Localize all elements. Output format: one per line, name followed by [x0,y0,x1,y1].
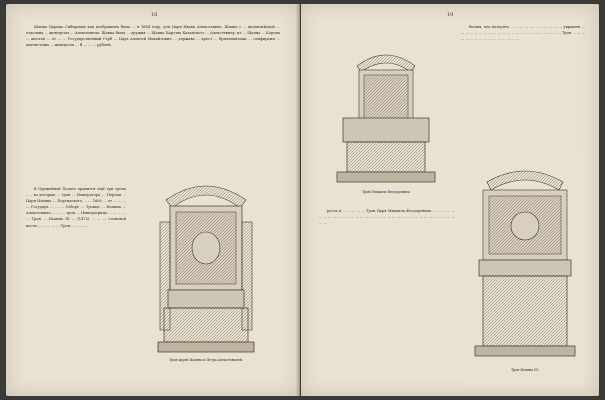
left-top-paragraph: Шапка Царица Сибирская как изображена была ... в 1684 году, для Царя Ивана Алексеевича. Шапка с ... византийской ... отделана ... жемчугом ... Алексеевича. Шапка была ... оружия ... Шапка Царства Казанского ... Алексеевичу, из ... Шапка ... Корона ... шестая ... от ... ... Государственный Герб ... Царь Алексей Михайлович ... держава ... крест ... бриллиантами ... сапфирами ... аметистами ... жемчугом ... В ... ... ... рублей. [26,25,280,48]
throne-caption-top-right: Трон Михаила Феодоровича [362,190,410,194]
throne-illustration-top-right [319,44,453,200]
left-side-paragraph: В Оружейной Палате хранится ещё три трона ... , из которых ... трон ... Императора ... Персии ... Царя Иоанна ... Персидского ... ... 1660 ... от ... ... ... ... Государь ... ... ... Соборе ... Троице ... Иоанна ... Алексеевича ... ... ... трон ... Императрица ... ... ... ... ... Трон ... Иоанна III ... (1472) ... ... ... слоновой кости ... ... ... ... ... Трон ... ... ... ... [26,187,126,228]
left-page [6,4,300,396]
left-top-text [26,24,280,184]
throne-illustration-left [140,164,272,376]
page-number: 19 [447,12,454,18]
right-bottom-text [319,208,455,380]
throne-caption-bottom-right: Трон Иоанна III. [511,368,539,372]
right-top-paragraph: белым, что потерять ... ... ... ... ... ... ... ... ... ... ... украшен ... ... ... ... ... ... ... ... ... ... ... ... ... ... ... ... ... ... ... ... ... ... ... Трон ... ... ... ... ... ... ... ... ... ... ... ... ... ... ... ... [461,25,585,42]
left-side-text [26,186,126,376]
page-number: 18 [151,12,158,18]
right-page [301,4,599,396]
right-bottom-paragraph: рость и ... ... ... ... ... Трон Царя Михаила Феодоровича ... ... ... ... ... ... ... ... ... ... ... ... ... ... ... ... ... ... ... ... ... ... ... ... ... ... ... ... ... ... ... ... ... ... ... ... ... [319,209,455,226]
throne-illustration-bottom-right [465,154,585,386]
throne-caption-left: Трон царей Иоанна и Петра Алексеевичей. [169,358,243,362]
